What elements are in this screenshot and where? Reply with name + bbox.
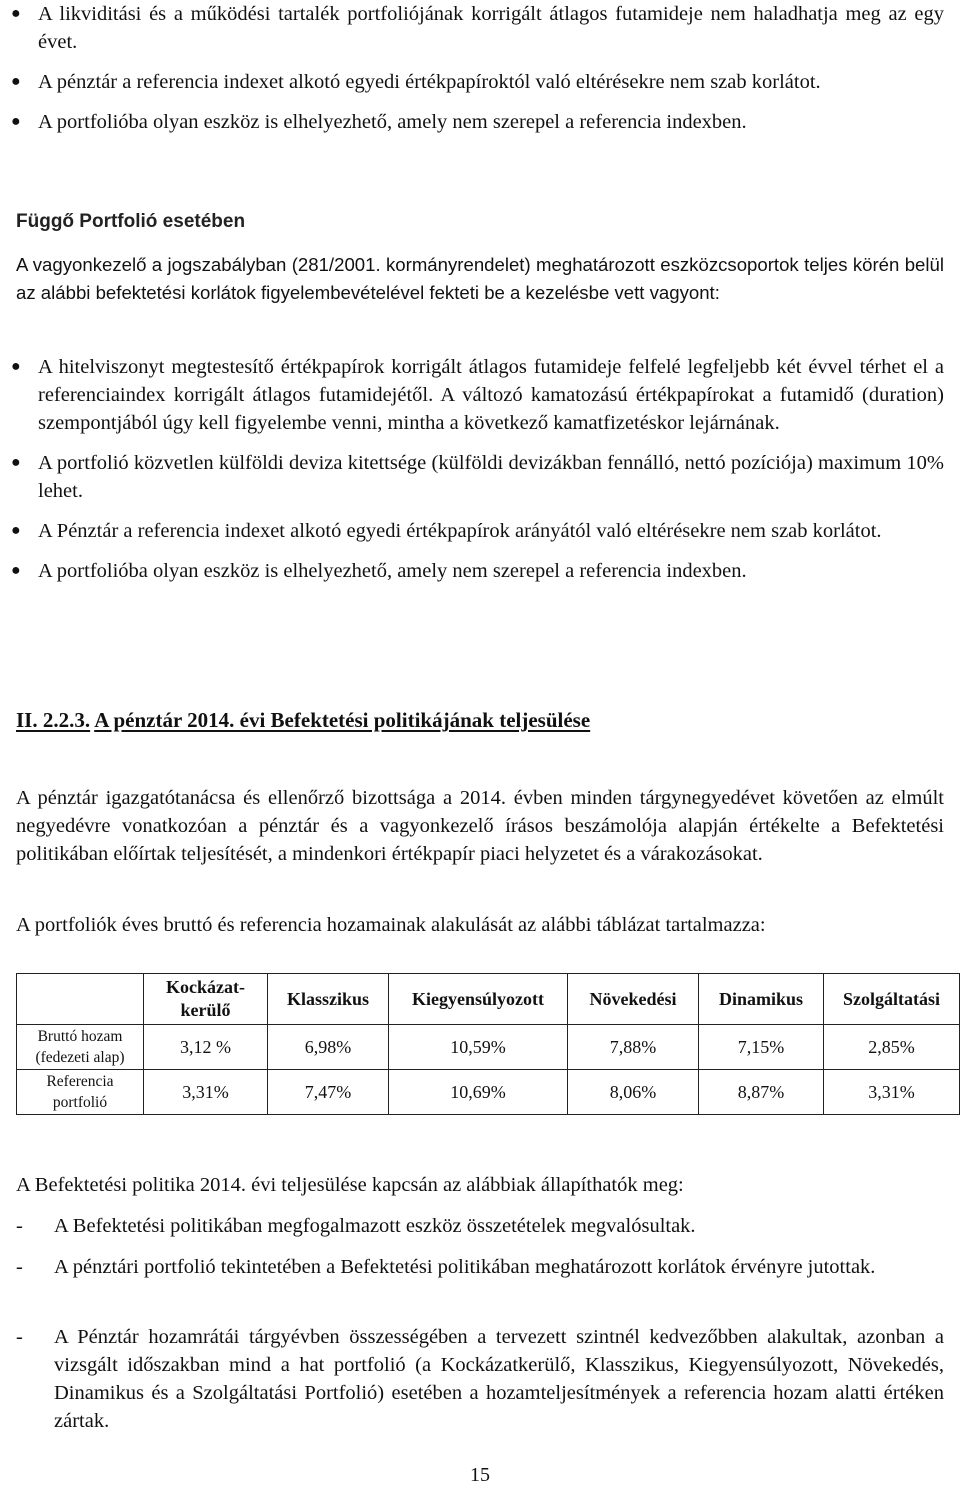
returns-table <box>16 973 960 1115</box>
column-header: Dinamikus <box>699 974 824 1025</box>
bullet-icon: ● <box>11 454 21 471</box>
section-title: II. 2.2.3. A pénztár 2014. évi Befektetési politikájának teljesülése <box>16 708 591 732</box>
row-label: Referencia portfolió <box>17 1070 144 1115</box>
table-cell: 3,31% <box>144 1070 268 1115</box>
table-intro: A portfoliók éves bruttó és referencia hozamainak alakulását az alábbi táblázat tartalmazza: <box>16 914 766 936</box>
list-item: ● A portfolió közvetlen külföldi deviza kitettsége (külföldi devizákban fennálló, nettó pozíciója) maximum 10% lehet. <box>0 449 944 505</box>
bullet-icon: ● <box>11 522 21 539</box>
table-cell: 7,47% <box>268 1070 389 1115</box>
conclusion-intro: A Befektetési politika 2014. évi teljesülése kapcsán az alábbiak állapíthatók meg: <box>16 1174 684 1196</box>
column-header: Klasszikus <box>268 974 389 1025</box>
list-item: ● A Pénztár a referencia indexet alkotó egyedi értékpapírok arányától való eltérésekre nem szab korlátot. <box>0 517 944 545</box>
table-cell: 6,98% <box>268 1025 389 1070</box>
table-cell: 7,88% <box>568 1025 699 1070</box>
table-cell: 2,85% <box>824 1025 960 1070</box>
table-corner-cell <box>17 974 144 1025</box>
list-item: - A Befektetési politikában megfogalmazott eszköz összetételek megvalósultak. <box>16 1212 944 1240</box>
fuggo-heading: Függő Portfolió esetében <box>16 211 246 232</box>
bullet-icon: ● <box>11 358 21 375</box>
dash-icon: - <box>16 1326 23 1348</box>
top-bullet-list <box>0 0 944 136</box>
page-number: 15 <box>470 1464 490 1486</box>
fuggo-intro: A vagyonkezelő a jogszabályban (281/2001. kormányrendelet) meghatározott eszközcsoportok teljes körén belül az alábbi befektetési korlátok figyelembevételével fekteti be a kezelésbe vett vagyont: <box>16 254 944 303</box>
list-item: ● A pénztár a referencia indexet alkotó egyedi értékpapíroktól való eltérésekre nem szab korlátot. <box>0 68 944 96</box>
table-cell: 8,06% <box>568 1070 699 1115</box>
fuggo-bullet-list <box>0 353 944 585</box>
column-header: Kiegyensúlyozott <box>389 974 568 1025</box>
bullet-icon: ● <box>11 113 21 130</box>
list-item: - A Pénztár hozamrátái tárgyévben összességében a tervezett szintnél kedvezőbben alakultak, azonban a vizsgált időszakban mind a hat portfolió (a Kockázatkerülő, Klasszikus, Kiegyensúlyozott, Növekedés, Dinamikus és a Szolgáltatási Portfolió) esetében a hozamteljesítmények a referencia hozam alatti értéken zártak. <box>16 1323 944 1435</box>
list-item: ● A hitelviszonyt megtestesítő értékpapírok korrigált átlagos futamideje felfelé legfeljebb két évvel térhet el a referenciaindex korrigált átlagos futamidejétől. A változó kamatozású értékpapírokat a futamidő (duration) szempontjából úgy kell figyelembe venni, mintha a következő kamatfizetéskor lejárnának. <box>0 353 944 437</box>
table-cell: 7,15% <box>699 1025 824 1070</box>
column-header: Szolgáltatási <box>824 974 960 1025</box>
bullet-icon: ● <box>11 5 21 22</box>
dash-icon: - <box>16 1215 23 1237</box>
list-item: ● A likviditási és a működési tartalék portfoliójának korrigált átlagos futamideje nem haladhatja meg az egy évet. <box>0 0 944 56</box>
bullet-icon: ● <box>11 73 21 90</box>
list-item: ● A portfolióba olyan eszköz is elhelyezhető, amely nem szerepel a referencia indexben. <box>0 108 944 136</box>
table-cell: 3,31% <box>824 1070 960 1115</box>
list-item: ● A portfolióba olyan eszköz is elhelyezhető, amely nem szerepel a referencia indexben. <box>0 557 944 585</box>
bullet-icon: ● <box>11 562 21 579</box>
table-row <box>17 1025 960 1070</box>
dash-icon: - <box>16 1256 23 1278</box>
row-label: Bruttó hozam (fedezeti alap) <box>17 1025 144 1070</box>
table-cell: 10,59% <box>389 1025 568 1070</box>
table-cell: 8,87% <box>699 1070 824 1115</box>
column-header: Növekedési <box>568 974 699 1025</box>
table-header-row <box>17 974 960 1025</box>
table-row <box>17 1070 960 1115</box>
section-paragraph: A pénztár igazgatótanácsa és ellenőrző bizottsága a 2014. évben minden tárgynegyedévet követően az elmúlt negyedévre vonatkozóan a pénztár és a vagyonkezelő írásos beszámolója alapján értékelte a Befektetési politikában előírtak teljesítését, a mindenkori értékpapír piaci helyzetet és a várakozásokat. <box>16 787 944 865</box>
table-cell: 3,12 % <box>144 1025 268 1070</box>
column-header: Kockázat- kerülő <box>144 974 268 1025</box>
table-cell: 10,69% <box>389 1070 568 1115</box>
list-item: - A pénztári portfolió tekintetében a Befektetési politikában meghatározott korlátok érvényre jutottak. <box>16 1253 944 1281</box>
